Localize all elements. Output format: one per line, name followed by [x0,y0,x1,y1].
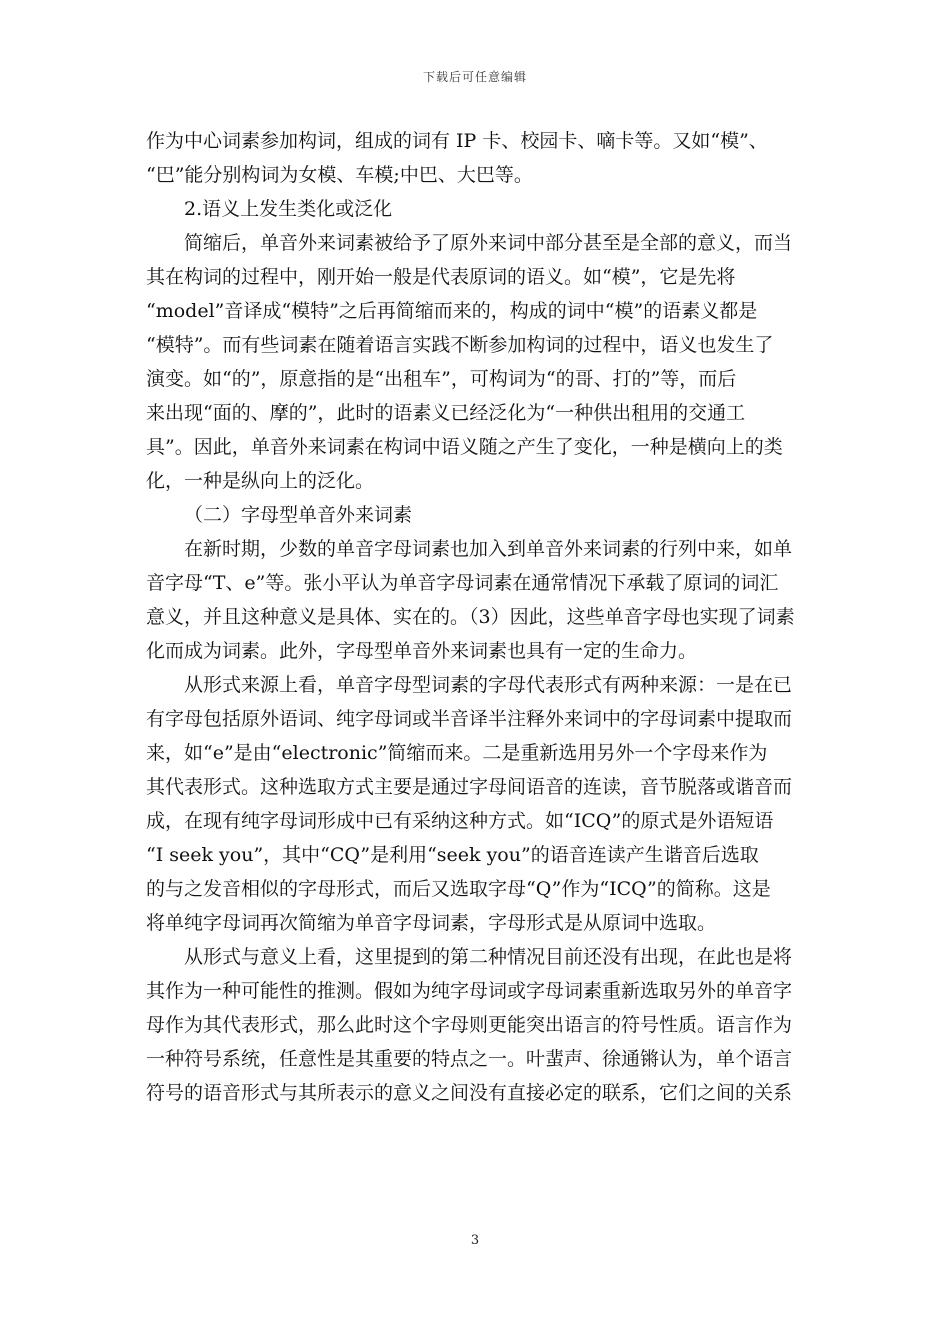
text-line: 有字母包括原外语词、纯字母词或半音译半注释外来词中的字母词素中提取而 [146,708,793,730]
text-line: “巴”能分别构词为女模、车模;中巴、大巴等。 [146,164,533,186]
text-line: 意义，并且这种意义是具体、实在的。（3）因此，这些单音字母也实现了词素 [146,606,795,628]
text-line: 作为中心词素参加构词，组成的词有 IP 卡、校园卡、嘀卡等。又如“模”、 [146,130,768,152]
text-line: 符号的语音形式与其所表示的意义之间没有直接必定的联系，它们之间的关系 [146,1082,793,1104]
text-line: 化而成为词素。此外，字母型单音外来词素也具有一定的生命力。 [146,640,698,662]
text-line: 演变。如“的”，原意指的是“出租车”，可构词为“的哥、打的”等，而后 [146,368,737,390]
text-line: 音字母“T、e”等。张小平认为单音字母词素在通常情况下承载了原词的词汇 [146,572,779,594]
text-line: 其代表形式。这种选取方式主要是通过字母间语音的连读，音节脱落或谐音而 [146,776,793,798]
text-line: 从形式来源上看，单音字母型词素的字母代表形式有两种来源：一是在已 [184,674,793,696]
text-line: “model”音译成“模特”之后再简缩而来的，构成的词中“模”的语素义都是 [146,300,758,322]
text-line: 的与之发音相似的字母形式，而后又选取字母“Q”作为“ICQ”的简称。这是 [146,878,771,900]
page-number: 3 [470,1233,480,1248]
text-line: 母作为其代表形式，那么此时这个字母则更能突出语言的符号性质。语言作为 [146,1014,793,1036]
text-line: 具”。因此，单音外来词素在构词中语义随之产生了变化，一种是横向上的类 [146,436,783,458]
text-line: 在新时期，少数的单音字母词素也加入到单音外来词素的行列中来，如单 [184,538,793,560]
text-line: 来，如“e”是由“electronic”简缩而来。二是重新选用另外一个字母来作为 [146,742,768,764]
text-line: 化，一种是纵向上的泛化。 [146,470,375,492]
text-line: 从形式与意义上看，这里提到的第二种情况目前还没有出现，在此也是将 [184,946,793,968]
text-line: 将单纯字母词再次简缩为单音字母词素，字母形式是从原词中选取。 [146,912,717,934]
text-line: “模特”。而有些词素在随着语言实践不断参加构词的过程中，语义也发生了 [146,334,774,356]
text-line: 其作为一种可能性的推测。假如为纯字母词或字母词素重新选取另外的单音字 [146,980,793,1002]
document-body [146,124,806,1110]
text-line: 来出现“面的、摩的”，此时的语素义已经泛化为“一种供出租用的交通工 [146,402,746,424]
page-header: 下载后可任意编辑 [422,70,527,84]
text-line: 其在构词的过程中，刚开始一般是代表原词的语义。如“模”，它是先将 [146,266,736,288]
section-heading: 2.语义上发生类化或泛化 [184,198,393,220]
text-line: 成，在现有纯字母词形成中已有采纳这种方式。如“ICQ”的原式是外语短语 [146,810,774,832]
text-line: 一种符号系统，任意性是其重要的特点之一。叶蜚声、徐通锵认为，单个语言 [146,1048,793,1070]
text-line: 简缩后，单音外来词素被给予了原外来词中部分甚至是全部的意义，而当 [184,232,793,254]
section-heading: （二）字母型单音外来词素 [184,504,413,526]
text-line: “I seek you”，其中“CQ”是利用“seek you”的语音连读产生谐音后选取 [146,844,759,866]
